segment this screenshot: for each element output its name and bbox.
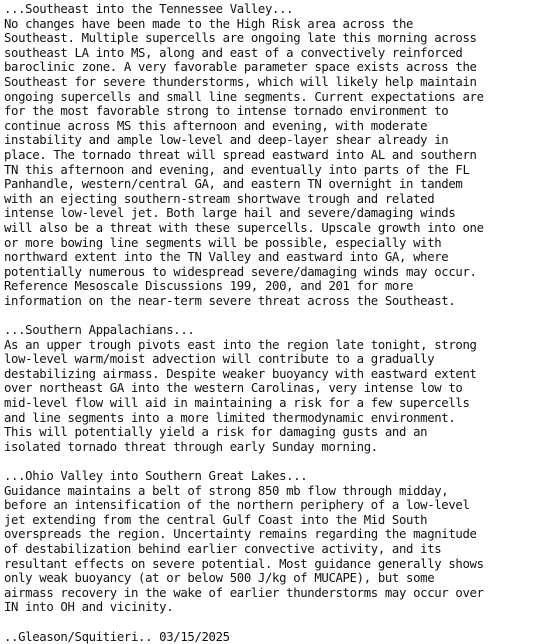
paragraph-line: Guidance maintains a belt of strong 850 mb flow through midday, <box>4 483 449 498</box>
paragraph-line: Southeast for severe thunderstorms, which will likely help maintain <box>4 74 477 89</box>
section-header: ...Southeast into the Tennessee Valley... <box>4 2 294 16</box>
paragraph-line: low-level warm/moist advection will contribute to a gradually <box>4 352 435 367</box>
paragraph-line: and line segments into a more limited thermodynamic environment. <box>4 410 456 425</box>
paragraph-line: Reference Mesoscale Discussions 199, 200, and 201 for more <box>4 279 414 294</box>
paragraph-line: Panhandle, western/central GA, and eastern TN overnight in tandem <box>4 177 463 192</box>
paragraph-line: No changes have been made to the High Risk area across the <box>4 16 414 31</box>
paragraph-line: mid-level flow will aid in maintaining a risk for a few supercells <box>4 396 470 411</box>
discussion-text <box>4 2 540 644</box>
paragraph-gap <box>4 308 540 323</box>
paragraph-line: intense low-level jet. Both large hail and severe/damaging winds <box>4 206 456 221</box>
paragraph-line: of destabilization behind earlier convective activity, and its <box>4 541 442 556</box>
section-header: ...Southern Appalachians... <box>4 323 195 338</box>
paragraph-line: over northeast GA into the western Carolinas, very intense low to <box>4 381 463 396</box>
paragraph-line: only weak buoyancy (at or below 500 J/kg of MUCAPE), but some <box>4 571 435 586</box>
paragraph-line: baroclinic zone. A very favorable parameter space exists across the <box>4 60 477 75</box>
paragraph-line: destabilizing airmass. Despite weaker buoyancy with eastward extent <box>4 366 477 381</box>
paragraph-line: information on the near-term severe threat across the Southeast. <box>4 293 456 308</box>
paragraph-line: place. The tornado threat will spread eastward into AL and southern <box>4 147 477 162</box>
paragraph-line: ongoing supercells and small line segments. Current expectations are <box>4 89 484 104</box>
paragraph-line: will also be a threat with these supercells. Upscale growth into one <box>4 220 484 235</box>
paragraph-line: continue across MS this afternoon and evening, with moderate <box>4 118 428 133</box>
paragraph-line: overspreads the region. Uncertainty remains regarding the magnitude <box>4 527 477 542</box>
section-header: ...Ohio Valley into Southern Great Lakes... <box>4 469 308 483</box>
paragraph-line: or more bowing line segments will be possible, especially with <box>4 235 442 250</box>
paragraph-line: northward extent into the TN Valley and eastward into GA, where <box>4 250 449 265</box>
forecaster-signature: ..Gleason/Squitieri.. 03/15/2025 <box>4 629 230 644</box>
paragraph-line: As an upper trough pivots east into the region late tonight, strong <box>4 337 477 352</box>
paragraph-line: jet extending from the central Gulf Coast into the Mid South <box>4 512 428 527</box>
paragraph-line: southeast LA into MS, along and east of a convectively reinforced <box>4 45 463 60</box>
paragraph-gap <box>4 615 540 630</box>
paragraph-line: resultant effects on severe potential. Most guidance generally shows <box>4 556 484 571</box>
paragraph-line: This will potentially yield a risk for damaging gusts and an <box>4 425 428 440</box>
paragraph-line: before an intensification of the northern periphery of a low-level <box>4 498 470 513</box>
paragraph-line: isolated tornado threat through early Sunday morning. <box>4 439 378 454</box>
paragraph-line: TN this afternoon and evening, and eventually into parts of the FL <box>4 162 470 177</box>
paragraph-line: for the most favorable strong to intense tornado environment to <box>4 104 449 119</box>
paragraph-line: Southeast. Multiple supercells are ongoing late this morning across <box>4 31 477 46</box>
paragraph-line: airmass recovery in the wake of earlier thunderstorms may occur over <box>4 585 484 600</box>
paragraph-line: with an ejecting southern-stream shortwave trough and related <box>4 191 435 206</box>
paragraph-line: instability and ample low-level and deep-layer shear already in <box>4 133 449 148</box>
paragraph-line: IN into OH and vicinity. <box>4 600 174 615</box>
paragraph-line: potentially numerous to widespread severe/damaging winds may occur. <box>4 264 477 279</box>
paragraph-gap <box>4 454 540 469</box>
